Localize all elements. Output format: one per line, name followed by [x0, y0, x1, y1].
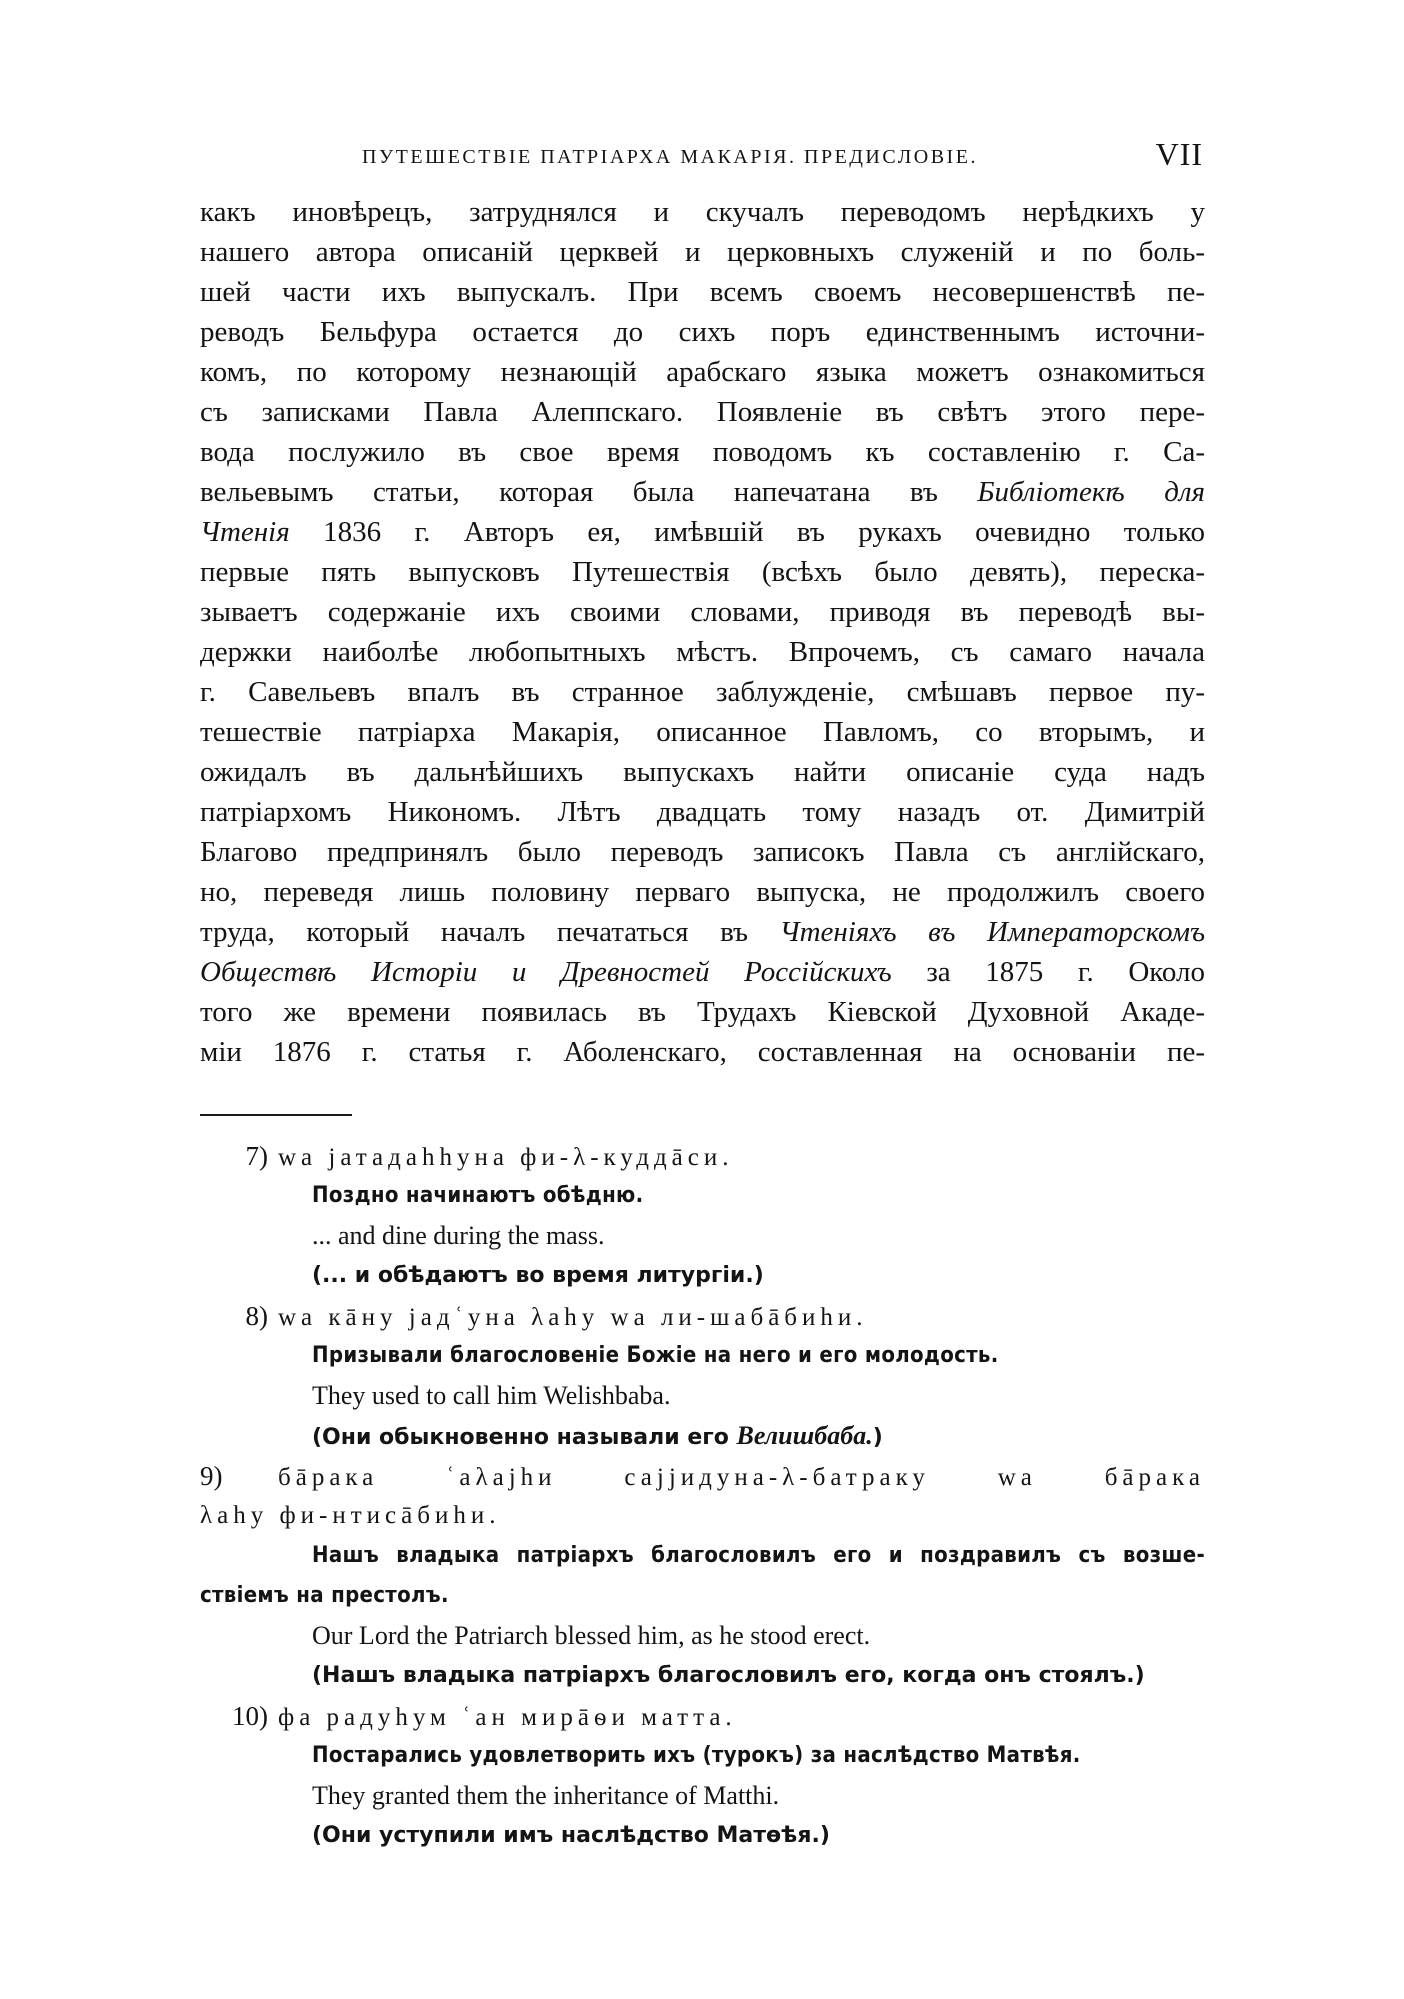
- footnote-line: [200, 1136, 1205, 1176]
- footnote-russian: Постарались удовлетворить ихъ (турокъ) за наслѣдство Матвѣя.: [312, 1743, 1081, 1768]
- footnote-correction: (Они уступили имъ наслѣдство Матѳѣя.): [312, 1823, 830, 1848]
- text-line: того же времени появилась въ Трудахъ Кіевской Духовной Акаде-: [200, 996, 1205, 1028]
- journal-title-italic: Библіотекѣ для: [977, 476, 1205, 508]
- text-line: реводъ Бельфура остается до сихъ поръ единственнымъ источни-: [200, 316, 1205, 348]
- page-number: VII: [1155, 136, 1203, 172]
- text-line: держки наиболѣе любопытныхъ мѣстъ. Впрочемъ, съ самаго начала: [200, 636, 1205, 668]
- footnote-number: 8): [245, 1301, 268, 1331]
- footnote-correction: [200, 1416, 1205, 1456]
- journal-title-italic: Чтенія: [200, 516, 290, 548]
- text-line: вода послужило въ свое время поводомъ къ составленію г. Са-: [200, 436, 1205, 468]
- footnote-correction: (... и обѣдаютъ во время литургіи.): [312, 1263, 764, 1288]
- text-line: [200, 472, 1205, 512]
- journal-title-italic: Обществѣ Исторіи и Древностей Россійскихъ: [200, 956, 892, 988]
- text-line: съ записками Павла Алеппскаго. Появленіе въ свѣтъ этого пере-: [200, 396, 1205, 428]
- text-line: патріархомъ Никономъ. Лѣтъ двадцать тому назадъ от. Димитрій: [200, 796, 1205, 828]
- text-line: [200, 912, 1205, 952]
- footnote-correction: (Нашъ владыка патріархъ благословилъ его, когда онъ стоялъ.): [312, 1663, 1145, 1688]
- footnote-russian: Нашъ владыка патріархъ благословилъ его и поздравилъ съ возше-: [312, 1543, 1205, 1568]
- text-span: за 1875 г. Около: [926, 956, 1205, 988]
- footnote-russian: Призывали благословеніе Божіе на него и его молодость.: [312, 1343, 999, 1368]
- text-line: г. Савельевъ впалъ въ странное заблужденіе, смѣшавъ первое пу-: [200, 676, 1205, 708]
- footnotes: [200, 1136, 1205, 1856]
- footnote-line: [200, 1296, 1205, 1336]
- text-span: труда, который началъ печататься въ: [200, 916, 749, 948]
- footnote-english: Our Lord the Patriarch blessed him, as he stood erect.: [312, 1621, 871, 1650]
- text-line: зываетъ содержаніе ихъ своими словами, приводя въ переводѣ вы-: [200, 596, 1205, 628]
- footnote-transliteration: бāрака ʿаλајhи саjјидуна-λ-батраку wa бāрака: [278, 1464, 1205, 1491]
- footnote-transliteration: λahу фи-нтисāбиhи.: [200, 1502, 501, 1529]
- footnote-line: [200, 1496, 1205, 1536]
- text-line: [200, 952, 1205, 992]
- text-line: шей части ихъ выпускалъ. При всемъ своемъ несовершенствѣ пе-: [200, 276, 1205, 308]
- footnote-divider: [200, 1114, 352, 1116]
- footnote-english: ... and dine during the mass.: [312, 1221, 605, 1250]
- text-line: Благово предпринялъ было переводъ записокъ Павла съ англійскаго,: [200, 836, 1205, 868]
- running-title: ПУТЕШЕСТВІЕ ПАТРІАРХА МАКАРІЯ. ПРЕДИСЛОВІЕ.: [362, 146, 978, 168]
- footnote-russian: Поздно начинаютъ обѣдню.: [312, 1183, 644, 1208]
- correction-text: ): [872, 1425, 883, 1450]
- text-line: какъ иновѣрецъ, затруднялся и скучалъ переводомъ нерѣдкихъ у: [200, 196, 1205, 228]
- footnote-number: 7): [245, 1141, 268, 1171]
- text-line: тешествіе патріарха Макарія, описанное Павломъ, со вторымъ, и: [200, 716, 1205, 748]
- text-line: міи 1876 г. статья г. Аболенскаго, составленная на основаніи пе-: [200, 1036, 1205, 1068]
- footnote-english: They granted them the inheritance of Matthi.: [312, 1781, 780, 1810]
- footnote-transliteration: wa јатадаhhуна фи-λ-куддāси.: [278, 1144, 734, 1171]
- text-line: комъ, по которому незнающій арабскаго языка можетъ ознакомиться: [200, 356, 1205, 388]
- correction-text: (Они обыкновенно называли его: [312, 1425, 729, 1450]
- footnote-russian: ствіемъ на престолъ.: [200, 1583, 449, 1608]
- footnote-number: 10): [232, 1701, 268, 1731]
- correction-italic: Велишбаба.: [736, 1421, 873, 1450]
- text-line: [200, 512, 1205, 552]
- text-line: ожидалъ въ дальнѣйшихъ выпускахъ найти описаніе суда надъ: [200, 756, 1205, 788]
- footnote-transliteration: wa кāну јадʿуна λahу wa ли-шабāбиhи.: [278, 1304, 868, 1331]
- text-line: нашего автора описаній церквей и церковныхъ служеній и по боль-: [200, 236, 1205, 268]
- text-line: первые пять выпусковъ Путешествія (всѣхъ было девять), переска-: [200, 556, 1205, 588]
- main-paragraph: [200, 192, 1205, 1072]
- footnote-transliteration: фа радуhум ʿан мирāѳи матта.: [278, 1704, 737, 1731]
- text-span: 1836 г. Авторъ ея, имѣвшій въ рукахъ очевидно только: [323, 516, 1205, 548]
- footnote-line: [200, 1696, 1205, 1736]
- journal-title-italic: Чтеніяхъ въ Императорскомъ: [779, 916, 1206, 948]
- text-span: вельевымъ статьи, которая была напечатана въ: [200, 476, 938, 508]
- footnote-number: 9): [200, 1461, 223, 1491]
- running-head: [200, 136, 1205, 180]
- footnote-line: [200, 1456, 1205, 1496]
- text-line: но, переведя лишь половину перваго выпуска, не продолжилъ своего: [200, 876, 1205, 908]
- footnote-english: They used to call him Welishbaba.: [312, 1381, 671, 1410]
